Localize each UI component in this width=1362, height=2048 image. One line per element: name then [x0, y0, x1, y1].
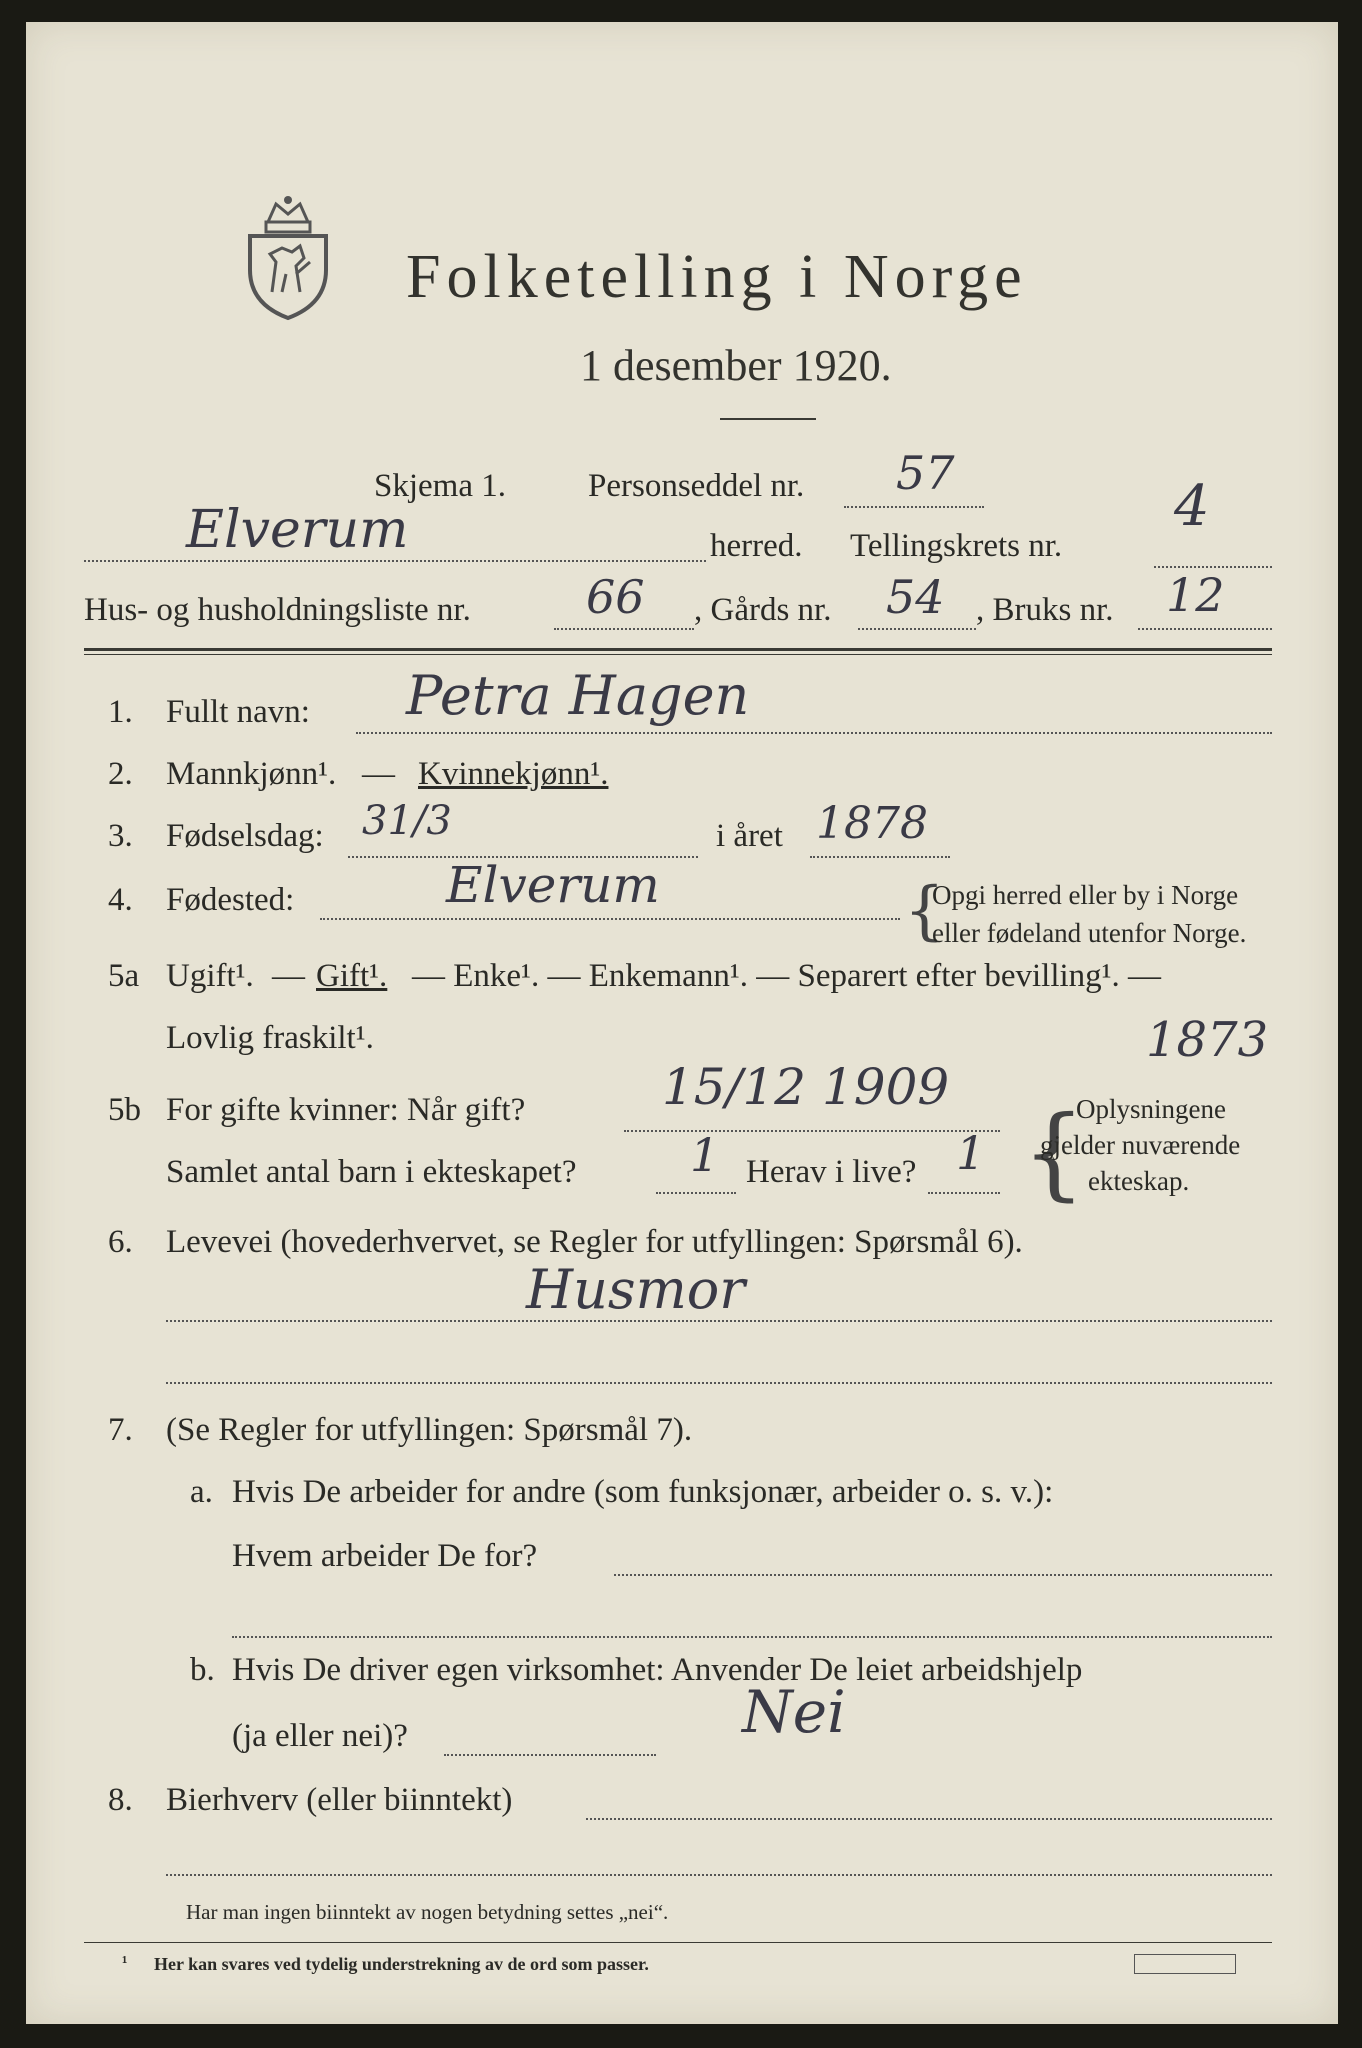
skjema-label: Skjema 1.: [374, 468, 506, 504]
q5b-children-line: [656, 1192, 736, 1194]
q7b-line2: (ja eller nei)?: [232, 1718, 408, 1754]
q5b-alive-label: Herav i live?: [746, 1154, 917, 1190]
q4-line: [320, 918, 900, 920]
q7-number: 7.: [108, 1412, 133, 1448]
q1-label: Fullt navn:: [166, 694, 310, 730]
q4-number: 4.: [108, 882, 133, 918]
footer-rule: [84, 1942, 1272, 1943]
q5a-fraskilt-option[interactable]: Lovlig fraskilt¹.: [166, 1020, 374, 1056]
footer-note: Har man ingen biinntekt av nogen betydning settes „nei“.: [186, 1900, 669, 1924]
q5b-married-line: [624, 1130, 1000, 1132]
q2-dash: —: [362, 756, 395, 792]
bruks-value[interactable]: 12: [1166, 568, 1225, 622]
q5b-children-label: Samlet antal barn i ekteskapet?: [166, 1154, 577, 1190]
q7a-line2: Hvem arbeider De for?: [232, 1538, 538, 1574]
q7a-line[interactable]: [614, 1574, 1272, 1576]
q5a-number: 5a: [108, 958, 140, 994]
footnote-mark: ¹: [122, 1952, 128, 1972]
q3-label: Fødselsdag:: [166, 818, 324, 854]
q6-number: 6.: [108, 1224, 133, 1260]
herred-label: herred.: [710, 528, 803, 564]
q7b-letter: b.: [190, 1652, 215, 1688]
q7a-line1: Hvis De arbeider for andre (som funksjonær, arbeider o. s. v.):: [232, 1474, 1054, 1510]
q3-year-line: [810, 856, 950, 858]
q8-line2[interactable]: [166, 1874, 1272, 1876]
form-date: 1 desember 1920.: [580, 341, 892, 390]
gards-line: [858, 628, 976, 630]
q5a-other-options[interactable]: — Enke¹. — Enkemann¹. — Separert efter bevilling¹. —: [412, 958, 1162, 994]
q5a-gift-option[interactable]: Gift¹.: [316, 958, 388, 994]
q2-male-option[interactable]: Mannkjønn¹.: [166, 756, 337, 792]
gards-value[interactable]: 54: [886, 570, 945, 624]
q3-year-label: i året: [716, 818, 783, 854]
q6-line2: [166, 1382, 1272, 1384]
q7b-line: [444, 1754, 656, 1756]
q5b-label: For gifte kvinner: Når gift?: [166, 1092, 526, 1128]
form-title: Folketelling i Norge: [406, 243, 1028, 311]
tellingskrets-label: Tellingskrets nr.: [850, 528, 1063, 564]
hus-line: [554, 628, 694, 630]
hus-label: Hus- og husholdningsliste nr.: [84, 592, 471, 628]
q5b-alive-value[interactable]: 1: [956, 1126, 986, 1180]
q4-note-line1: Opgi herred eller by i Norge: [932, 880, 1239, 910]
q5a-dash: —: [272, 958, 305, 994]
q5b-note-line1: Oplysningene: [1076, 1094, 1226, 1124]
q7b-line1: Hvis De driver egen virksomhet: Anvender De leiet arbeidshjelp: [232, 1652, 1083, 1688]
norway-coat-of-arms-icon: [238, 192, 338, 322]
q7a-extra-line[interactable]: [232, 1636, 1272, 1638]
q5a-ugift-option[interactable]: Ugift¹.: [166, 958, 254, 994]
q8-line1[interactable]: [586, 1818, 1272, 1820]
q5b-margin-annotation: 1873: [1146, 1012, 1269, 1068]
q3-birthday-value[interactable]: 31/3: [362, 798, 452, 844]
bruks-line: [1138, 628, 1272, 630]
q1-number: 1.: [108, 694, 133, 730]
hus-value[interactable]: 66: [586, 570, 645, 624]
q4-note-brace: {: [904, 874, 945, 948]
q3-number: 3.: [108, 818, 133, 854]
footnote-text: Her kan svares ved tydelig understrekning av de ord som passer.: [154, 1954, 649, 1974]
tellingskrets-value[interactable]: 4: [1174, 474, 1210, 539]
q4-note-line2: eller fødeland utenfor Norge.: [932, 918, 1247, 948]
q3-year-value[interactable]: 1878: [816, 798, 928, 849]
herred-line: [84, 560, 706, 562]
q5b-married-date-value[interactable]: 15/12 1909: [662, 1058, 950, 1116]
q7a-letter: a.: [190, 1474, 213, 1510]
q4-birthplace-value[interactable]: Elverum: [446, 856, 660, 914]
q6-occupation-value[interactable]: Husmor: [526, 1258, 746, 1321]
q8-label: Bierhverv (eller biinntekt): [166, 1782, 513, 1818]
q1-line: [356, 732, 1272, 734]
printer-stamp-icon: [1134, 1954, 1236, 1974]
personseddel-value[interactable]: 57: [896, 446, 955, 500]
herred-value[interactable]: Elverum: [186, 500, 409, 560]
q2-female-option[interactable]: Kvinnekjønn¹.: [418, 756, 609, 792]
census-form-page: [26, 22, 1338, 2024]
q5b-note-brace: {: [1022, 1094, 1086, 1211]
q7b-value[interactable]: Nei: [742, 1678, 846, 1746]
header-double-rule: [84, 648, 1272, 655]
q7-label: (Se Regler for utfyllingen: Spørsmål 7).: [166, 1412, 693, 1448]
q4-label: Fødested:: [166, 882, 295, 918]
personseddel-label: Personseddel nr.: [588, 468, 805, 504]
q6-line1: [166, 1320, 1272, 1322]
q6-label: Levevei (hovederhvervet, se Regler for utfyllingen: Spørsmål 6).: [166, 1224, 1023, 1260]
q2-number: 2.: [108, 756, 133, 792]
q5b-number: 5b: [108, 1092, 141, 1128]
gards-label: , Gårds nr.: [694, 592, 832, 628]
q5b-children-value[interactable]: 1: [690, 1128, 720, 1182]
q1-full-name-value[interactable]: Petra Hagen: [406, 664, 750, 727]
q8-number: 8.: [108, 1782, 133, 1818]
q5b-note-line2: gjelder nuværende: [1040, 1130, 1241, 1160]
personseddel-line: [844, 506, 984, 508]
bruks-label: , Bruks nr.: [976, 592, 1114, 628]
title-divider: [720, 418, 816, 420]
q5b-alive-line: [928, 1192, 1000, 1194]
q5b-note-line3: ekteskap.: [1088, 1166, 1190, 1196]
